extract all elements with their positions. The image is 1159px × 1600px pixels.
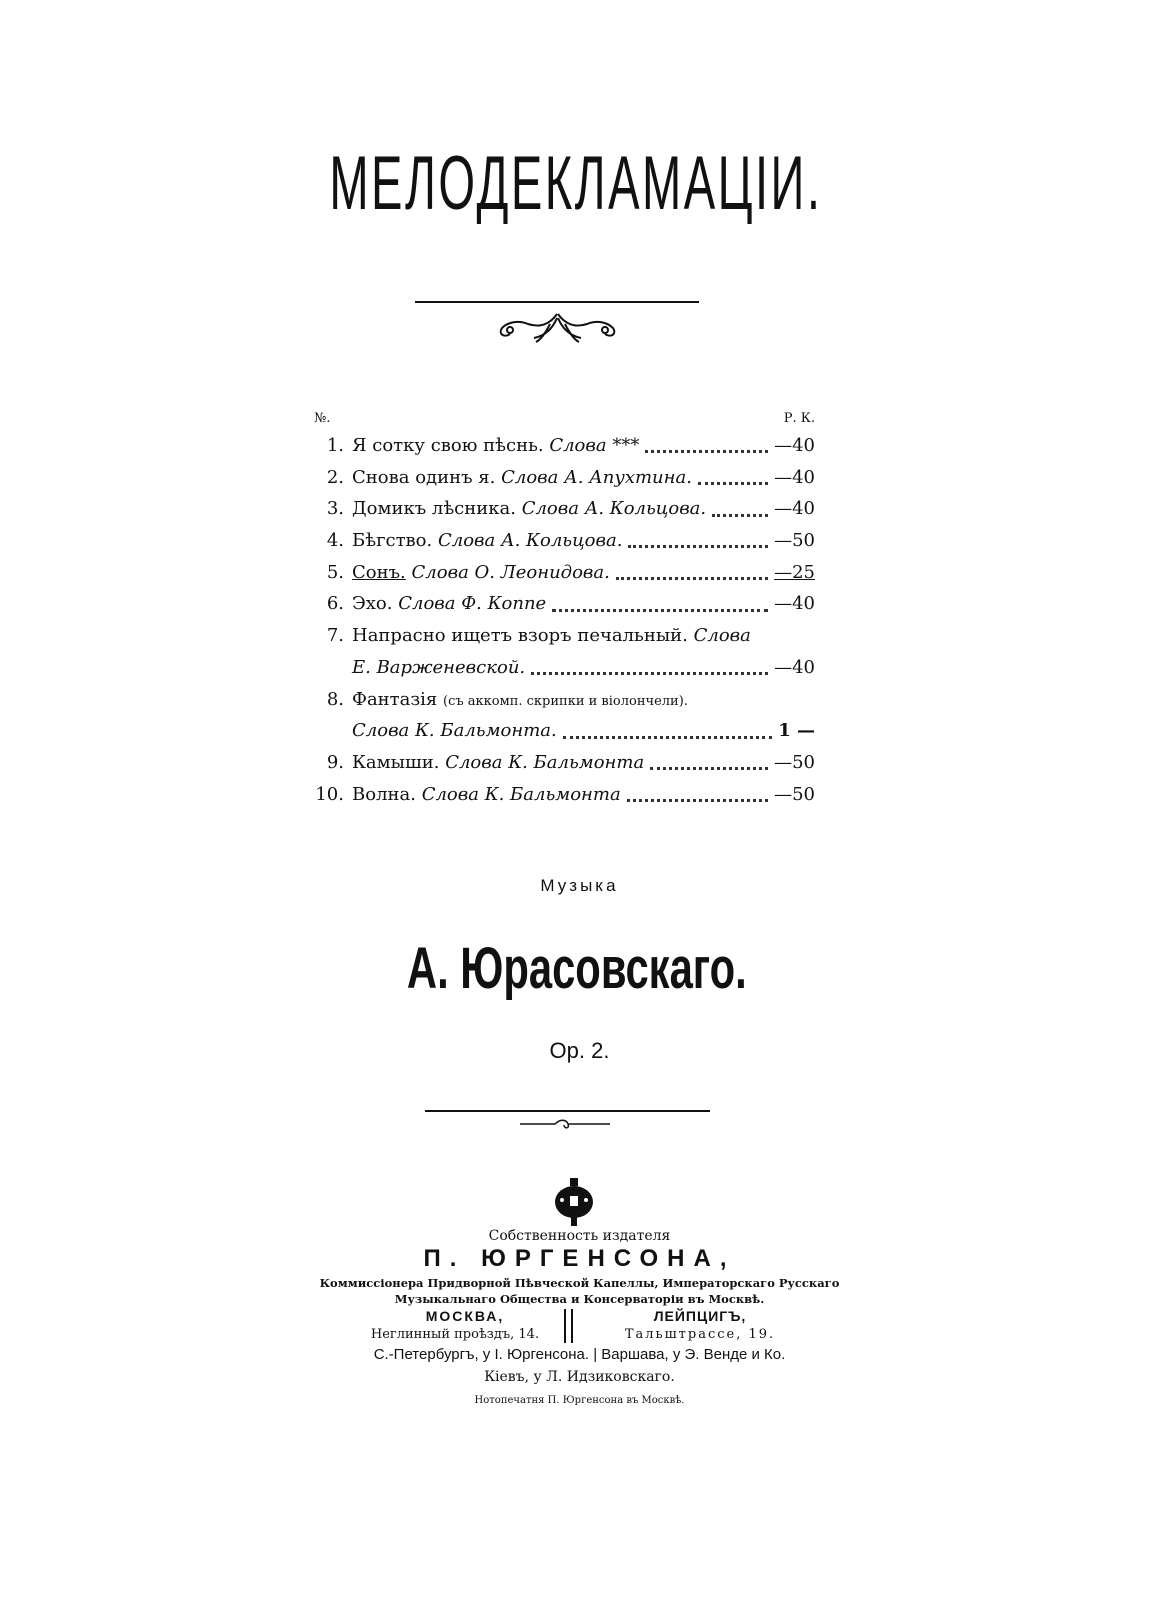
item-words: Слова *** <box>549 435 640 456</box>
item-price: —50 <box>774 751 815 773</box>
item-words: Слова <box>693 625 751 647</box>
dot-leader <box>563 736 772 739</box>
city-moscow: МОСКВА, <box>425 1308 505 1324</box>
dot-leader <box>531 672 768 675</box>
music-label: Музыка <box>540 876 619 895</box>
list-item-continued <box>300 652 815 684</box>
list-item <box>300 684 815 716</box>
item-title: Я сотку свою пѣснь. <box>352 435 544 456</box>
divider <box>425 1110 710 1112</box>
list-item-continued <box>300 715 815 747</box>
item-number: 1. <box>326 435 344 456</box>
item-title: Напрасно ищетъ взоръ печальный. <box>352 625 688 647</box>
item-number: 6. <box>326 593 344 615</box>
dot-leader <box>645 450 768 453</box>
imperial-eagle-icon <box>553 1178 595 1226</box>
publisher-titles-1: Коммиссіонера Придворной Пѣвческой Капеллы, Императорскаго Русскаго <box>319 1276 840 1290</box>
item-title: Эхо. <box>352 593 393 615</box>
item-price: 1 — <box>778 720 815 742</box>
address-moscow: Неглинный проѣздъ, 14. <box>370 1327 540 1342</box>
list-item <box>300 747 815 779</box>
list-item <box>300 493 815 525</box>
item-number: 3. <box>326 498 344 520</box>
item-price: —50 <box>774 783 815 805</box>
item-words: Слова А. Апухтина. <box>501 466 692 488</box>
item-words: Слова О. Леонидова. <box>411 561 610 583</box>
item-price: —40 <box>774 498 815 520</box>
list-item <box>300 779 815 811</box>
item-words: Слова К. Бальмонта. <box>352 720 557 742</box>
contents-list <box>300 408 815 810</box>
item-title: Фантазія <box>352 688 438 710</box>
item-number: 9. <box>326 751 344 773</box>
item-title: Снова одинъ я. <box>352 466 496 488</box>
item-price: —40 <box>774 656 815 678</box>
publisher-branches-1: С.-Петербургъ, у I. Юргенсона. | Варшава, у Э. Венде и Ко. <box>373 1346 786 1363</box>
printer-line: Нотопечатня П. Юргенсона въ Москвѣ. <box>474 1395 685 1406</box>
divider <box>415 301 699 303</box>
item-price: —50 <box>774 530 815 552</box>
page-title: МЕЛОДЕКЛАМАЦIИ. <box>329 141 823 226</box>
item-price: —40 <box>774 593 815 615</box>
opus-number: Op. 2. <box>549 1038 610 1063</box>
list-item <box>300 462 815 494</box>
item-number: 10. <box>315 783 344 805</box>
city-leipzig: ЛЕЙПЦИГЪ, <box>653 1308 747 1324</box>
item-words: Слова А. Кольцова. <box>521 498 707 520</box>
number-header: №. <box>314 411 331 426</box>
dot-leader <box>650 767 768 770</box>
ornament-icon <box>520 1117 610 1131</box>
item-title: Волна. <box>352 783 416 805</box>
publisher-property-line: Собственность издателя <box>488 1228 671 1244</box>
item-words: Слова К. Бальмонта <box>421 783 621 805</box>
dot-leader <box>552 609 768 612</box>
publisher-name: П. ЮРГЕНСОНА, <box>423 1245 736 1272</box>
dot-leader <box>627 799 768 802</box>
list-item <box>300 525 815 557</box>
item-title: Бѣгство. <box>352 530 433 552</box>
item-number: 8. <box>326 688 344 710</box>
item-number: 2. <box>326 466 344 488</box>
item-title: Камыши. <box>352 751 440 773</box>
address-leipzig: Тальштрассе, 19. <box>624 1327 776 1342</box>
publisher-titles-2: Музыкальнаго Общества и Консерваторіи въ Москвѣ. <box>394 1292 765 1306</box>
item-words: Слова К. Бальмонта <box>445 751 645 773</box>
item-words: Слова А. Кольцова. <box>437 530 623 552</box>
list-item <box>300 557 815 589</box>
item-number: 7. <box>326 625 344 647</box>
dot-leader <box>616 577 768 580</box>
item-title: Сонъ. <box>352 561 406 583</box>
list-item <box>300 430 815 462</box>
item-number: 4. <box>326 530 344 552</box>
item-note: (съ аккомп. скрипки и віолончели). <box>443 693 688 709</box>
dot-leader <box>712 514 768 517</box>
dot-leader <box>628 545 768 548</box>
composer-name: А. Юрасовскаго. <box>406 936 747 1001</box>
list-item <box>300 620 815 652</box>
item-price: —40 <box>774 435 815 456</box>
price-header: Р. К. <box>783 411 815 426</box>
item-words: Слова Ф. Коппе <box>398 593 547 615</box>
item-number: 5. <box>326 561 344 583</box>
item-price: —25 <box>774 561 815 583</box>
item-price: —40 <box>774 466 815 488</box>
ornament-icon <box>490 310 625 344</box>
item-words: Е. Варженевской. <box>352 656 526 678</box>
dot-leader <box>698 482 768 485</box>
publisher-branches-2: Кіевъ, у Л. Идзиковскаго. <box>484 1369 675 1385</box>
list-item <box>300 588 815 620</box>
item-title: Домикъ лѣсника. <box>352 498 516 520</box>
separator <box>564 1309 573 1343</box>
